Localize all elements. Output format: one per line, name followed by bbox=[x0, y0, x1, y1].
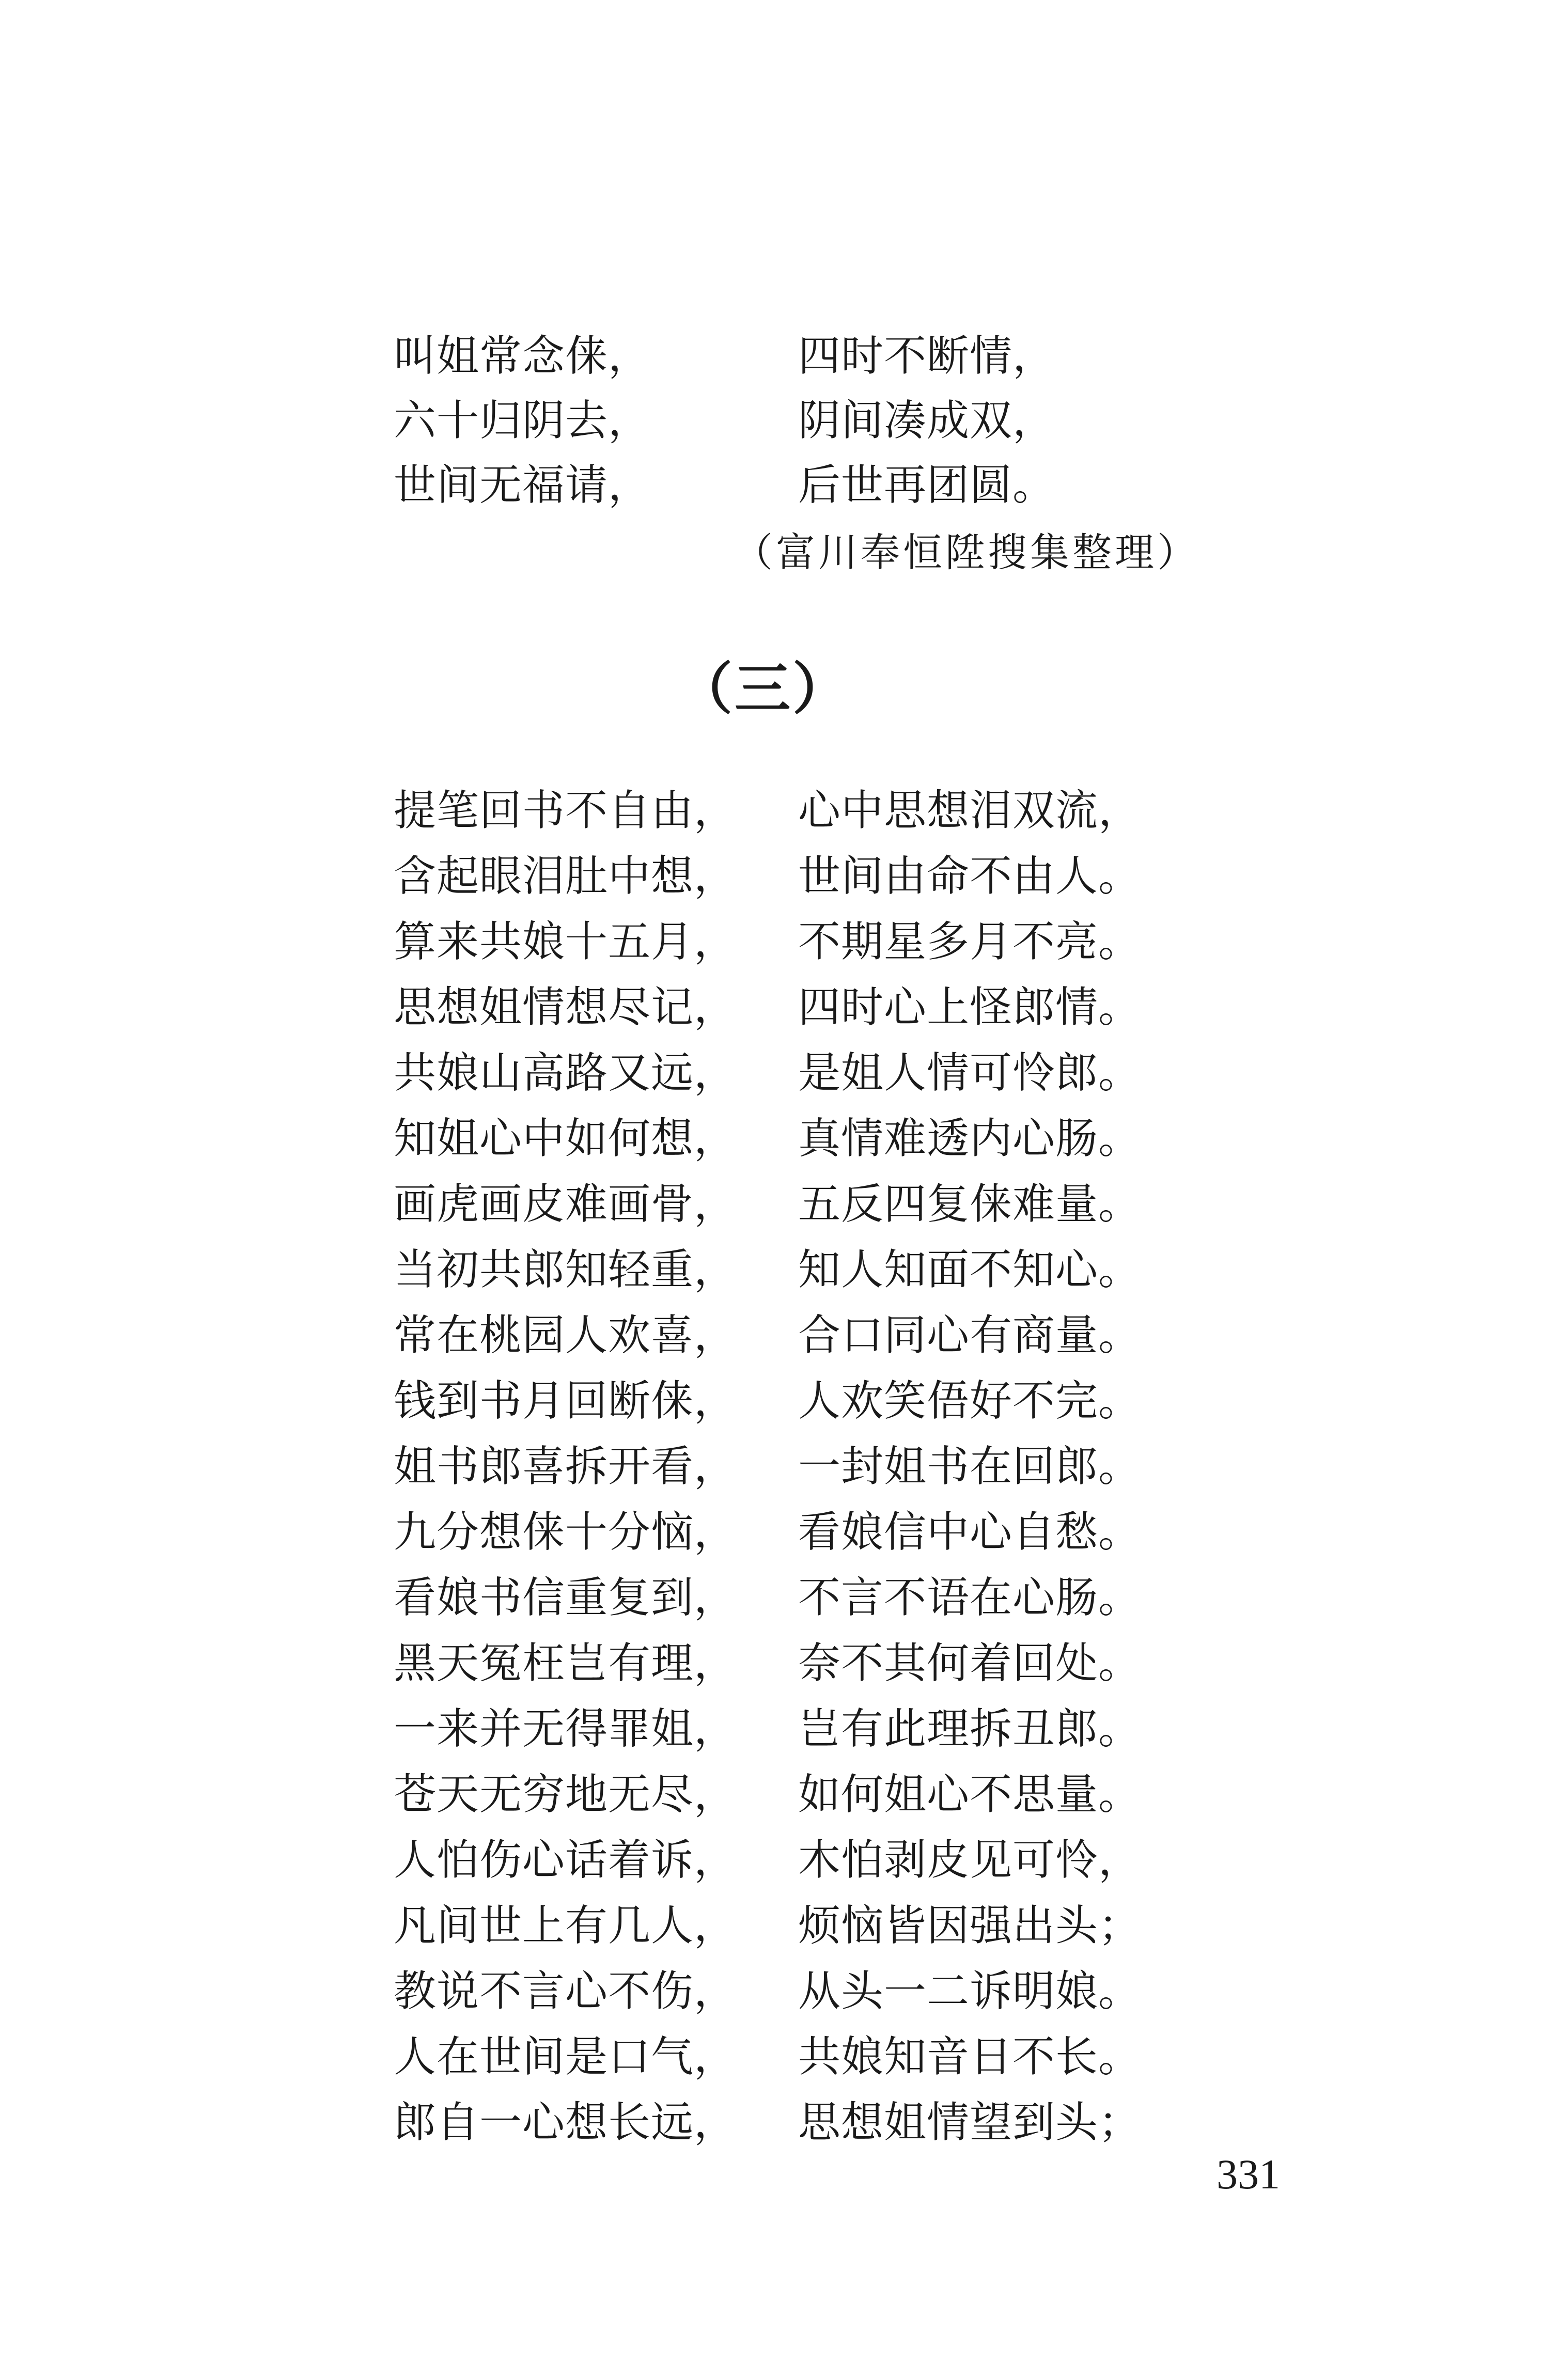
poem-line-left: 人在世间是口气， bbox=[394, 2032, 737, 2081]
poem-line bbox=[0, 1113, 1543, 1179]
poem-line-right: 一封姐书在回郎。 bbox=[798, 1442, 1142, 1491]
poem-line-left: 姐书郎喜拆开看， bbox=[394, 1442, 737, 1491]
poem-line bbox=[0, 851, 1543, 916]
poem-line bbox=[0, 1900, 1543, 1966]
poem-line-right: 合口同心有商量。 bbox=[798, 1311, 1142, 1360]
poem-line bbox=[0, 982, 1543, 1047]
poem-line-right: 从头一二诉明娘。 bbox=[798, 1967, 1142, 2016]
poem-line-left: 郎自一心想长远， bbox=[394, 2098, 737, 2147]
poem-line-right: 奈不其何着回处。 bbox=[798, 1639, 1142, 1688]
poem-line-left: 人怕伤心话着诉， bbox=[394, 1836, 737, 1885]
poem-line-right: 人欢笑俉好不完。 bbox=[798, 1376, 1142, 1426]
poem-line-left: 思想姐情想尽记， bbox=[394, 983, 737, 1032]
poem-line-left: 六十归阴去， bbox=[394, 396, 651, 445]
poem-line-right: 五反四复俫难量。 bbox=[798, 1180, 1142, 1229]
collector-credit: （富川奉恒陞搜集整理） bbox=[734, 529, 1199, 575]
poem-line-left: 黑天冤枉岂有理， bbox=[394, 1639, 737, 1688]
poem-line bbox=[0, 331, 1543, 395]
poem-line bbox=[0, 1769, 1543, 1835]
poem-line bbox=[0, 1310, 1543, 1375]
poem-line-right: 后世再团圆。 bbox=[798, 461, 1056, 510]
poem-line-right: 世间由命不由人。 bbox=[798, 852, 1142, 901]
poem-line bbox=[0, 1375, 1543, 1441]
poem-line-left: 一来并无得罪姐， bbox=[394, 1704, 737, 1753]
poem-line-right: 不言不语在心肠。 bbox=[798, 1573, 1142, 1622]
poem-line-left: 凡间世上有几人， bbox=[394, 1901, 737, 1950]
poem-line-right: 知人知面不知心。 bbox=[798, 1245, 1142, 1294]
poem-line bbox=[0, 785, 1543, 851]
poem-line bbox=[0, 1572, 1543, 1638]
poem-line-right: 阴间凑成双， bbox=[798, 396, 1056, 445]
poem-section-three bbox=[0, 785, 1543, 2163]
poem-line-left: 算来共娘十五月， bbox=[394, 917, 737, 966]
poem-line-left: 常在桃园人欢喜， bbox=[394, 1311, 737, 1360]
poem-line bbox=[0, 1507, 1543, 1572]
poem-line-left: 九分想俫十分恼， bbox=[394, 1508, 737, 1557]
poem-line-right: 木怕剥皮见可怜， bbox=[798, 1836, 1142, 1885]
poem-line-left: 教说不言心不伤， bbox=[394, 1967, 737, 2016]
poem-line-right: 看娘信中心自愁。 bbox=[798, 1508, 1142, 1557]
poem-line-left: 含起眼泪肚中想， bbox=[394, 852, 737, 901]
poem-line-right: 岂有此理拆丑郎。 bbox=[798, 1704, 1142, 1753]
poem-continuation bbox=[0, 331, 1543, 524]
poem-line bbox=[0, 1703, 1543, 1769]
poem-line bbox=[0, 1835, 1543, 1900]
poem-line-left: 知姐心中如何想， bbox=[394, 1114, 737, 1163]
poem-line-right: 共娘知音日不长。 bbox=[798, 2032, 1142, 2081]
poem-line bbox=[0, 2097, 1543, 2163]
poem-line-left: 看娘书信重复到， bbox=[394, 1573, 737, 1622]
poem-line bbox=[0, 460, 1543, 524]
poem-line-left: 共娘山高路又远， bbox=[394, 1048, 737, 1098]
poem-line-right: 是姐人情可怜郎。 bbox=[798, 1048, 1142, 1098]
poem-line bbox=[0, 2031, 1543, 2097]
poem-line-right: 心中思想泪双流， bbox=[798, 786, 1142, 835]
poem-line-right: 真情难透内心肠。 bbox=[798, 1114, 1142, 1163]
poem-line-right: 不期星多月不亮。 bbox=[798, 917, 1142, 966]
poem-line bbox=[0, 1638, 1543, 1703]
poem-line-left: 叫姐常念俫， bbox=[394, 332, 651, 381]
poem-line bbox=[0, 395, 1543, 460]
poem-line-left: 钱到书月回断俫， bbox=[394, 1376, 737, 1426]
poem-line bbox=[0, 916, 1543, 982]
poem-line-right: 烦恼皆因强出头； bbox=[798, 1901, 1142, 1950]
page-number: 331 bbox=[1217, 2151, 1280, 2198]
poem-line-right: 四时心上怪郎情。 bbox=[798, 983, 1142, 1032]
poem-line-left: 当初共郎知轻重， bbox=[394, 1245, 737, 1294]
poem-line bbox=[0, 1441, 1543, 1507]
poem-line-right: 思想姐情望到头； bbox=[798, 2098, 1142, 2147]
poem-line-left: 提笔回书不自由， bbox=[394, 786, 737, 835]
poem-line-left: 苍天无穷地无尽， bbox=[394, 1770, 737, 1819]
poem-line-right: 如何姐心不思量。 bbox=[798, 1770, 1142, 1819]
section-title: （三） bbox=[677, 657, 851, 722]
poem-line bbox=[0, 1179, 1543, 1244]
poem-line bbox=[0, 1047, 1543, 1113]
poem-line-left: 世间无福请， bbox=[394, 461, 651, 510]
poem-line bbox=[0, 1244, 1543, 1310]
poem-line-right: 四时不断情， bbox=[798, 332, 1056, 381]
poem-line bbox=[0, 1966, 1543, 2031]
poem-line-left: 画虎画皮难画骨， bbox=[394, 1180, 737, 1229]
